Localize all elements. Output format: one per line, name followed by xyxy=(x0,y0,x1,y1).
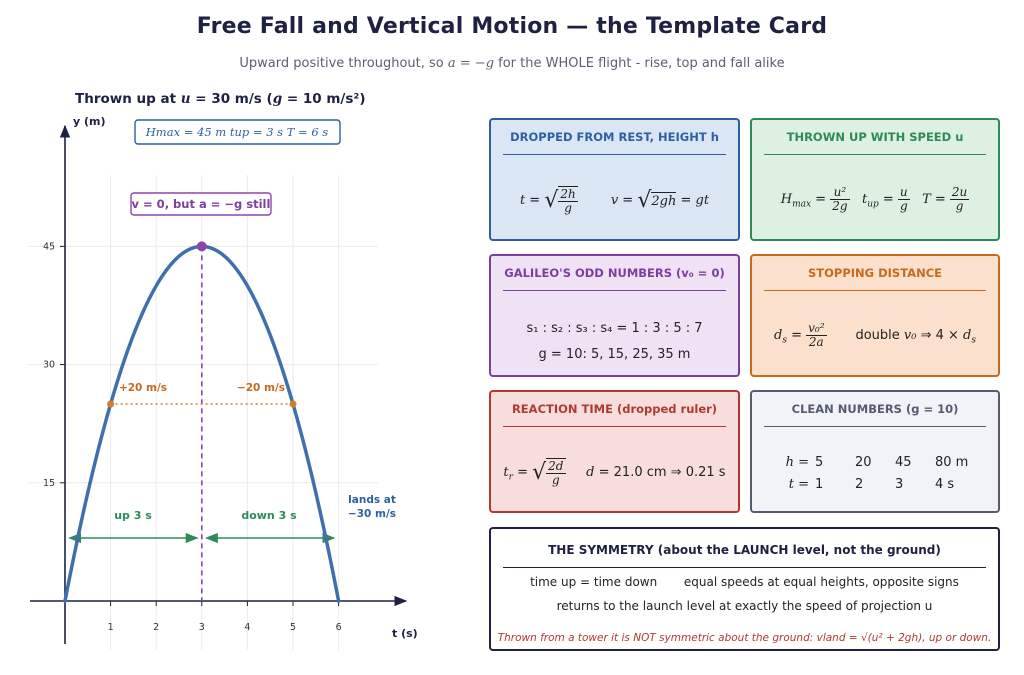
card-divider xyxy=(503,567,986,568)
apex-box-text: v = 0, but a = −g still xyxy=(131,197,271,211)
card-divider xyxy=(764,154,986,155)
page-subtitle: Upward positive throughout, so a = −g for the WHOLE flight - rise, top and fall alike xyxy=(239,56,785,71)
card-divider xyxy=(764,290,986,291)
rise-time-label: up 3 s xyxy=(114,509,152,522)
card-title: REACTION TIME (dropped ruler) xyxy=(511,402,718,416)
card-divider xyxy=(764,426,986,427)
clean-value: 2 xyxy=(855,477,864,492)
clean-value: 45 xyxy=(895,455,912,470)
x-tick-label: 2 xyxy=(153,622,160,633)
clean-row-t xyxy=(752,474,998,496)
clean-row-h xyxy=(752,452,998,474)
symmetry-line-2: returns to the launch level at exactly the speed of projection u xyxy=(556,599,933,613)
page-title: Free Fall and Vertical Motion — the Template Card xyxy=(196,14,828,39)
clean-value: 20 xyxy=(855,455,872,470)
summary-box-text: Hmax = 45 m tup = 3 s T = 6 s xyxy=(145,125,329,139)
y-tick-label: 45 xyxy=(42,241,56,253)
card-reaction-time xyxy=(489,390,740,513)
card-clean-numbers xyxy=(750,390,1000,513)
y-axis-label: y (m) xyxy=(73,115,106,128)
card-thrown-up xyxy=(750,118,1000,241)
equal-speed-marker xyxy=(107,401,114,408)
symmetry-note: Thrown from a tower it is NOT symmetric about the ground: vland = √(u² + 2gh), up or down. xyxy=(497,632,992,644)
clean-value: 5 xyxy=(815,455,824,470)
clean-value: 80 m xyxy=(935,455,969,470)
card-equations: $H_{max}$ = $\frac{\text{u²}}{2g}$ $t_{up}$ = $\frac{u}{g}$ T = $\frac{2u}{g}$ xyxy=(780,185,968,213)
lands-speed-label: −30 m/s xyxy=(347,508,397,520)
clean-row-label: t = xyxy=(788,477,809,492)
card-table xyxy=(752,452,998,496)
x-tick-label: 4 xyxy=(244,622,251,633)
x-tick-label: 5 xyxy=(289,622,297,633)
card-title: THE SYMMETRY (about the LAUNCH level, not the ground) xyxy=(548,543,941,557)
card-divider xyxy=(503,154,726,155)
lands-label: lands at xyxy=(348,494,396,506)
card-title: CLEAN NUMBERS (g = 10) xyxy=(791,402,959,416)
clean-value: 4 s xyxy=(935,477,955,492)
clean-value: 3 xyxy=(895,477,904,492)
card-equations: s₁ : s₂ : s₃ : s₄ = 1 : 3 : 5 : 7 g = 10: 5, 15, 25, 35 m xyxy=(526,321,703,362)
graph-heading: Thrown up at u = 30 m/s (g = 10 m/s²) xyxy=(75,91,366,107)
speed-up-label: +20 m/s xyxy=(118,382,168,394)
speed-down-label: −20 m/s xyxy=(236,382,286,394)
fall-time-label: down 3 s xyxy=(241,509,297,522)
symmetry-line-1: time up = time down equal speeds at equal heights, opposite signs xyxy=(530,575,959,589)
card-title: DROPPED FROM REST, HEIGHT h xyxy=(510,130,719,144)
card-symmetry xyxy=(489,527,1000,651)
equal-speed-marker xyxy=(290,401,297,408)
x-tick-label: 3 xyxy=(198,622,205,633)
x-axis-label: t (s) xyxy=(392,627,418,640)
card-galileo-odd-numbers xyxy=(489,254,740,377)
card-divider xyxy=(503,290,726,291)
card-title: THROWN UP WITH SPEED u xyxy=(786,130,964,144)
clean-row-label: h = xyxy=(785,455,809,470)
card-equations: $t_r$ = √ $\frac{2d}{g}$ d = 21.0 cm ⇒ 0.21 s xyxy=(503,459,726,487)
y-tick-label: 15 xyxy=(42,477,56,489)
card-dropped-from-rest xyxy=(489,118,740,241)
x-tick-label: 6 xyxy=(335,622,342,633)
card-divider xyxy=(503,426,726,427)
y-tick-label: 30 xyxy=(42,359,56,371)
x-tick-label: 1 xyxy=(107,622,114,633)
card-equations: t = √ $\frac{2h}{g}$ v = √2gh = gt xyxy=(519,187,710,215)
card-title: STOPPING DISTANCE xyxy=(808,266,942,280)
card-equations: $d_s$ = $\frac{\text{v₀²}}{2a}$ double v₀ ⇒ $4 \times d_s$ xyxy=(773,321,976,349)
clean-value: 1 xyxy=(815,477,824,492)
card-stopping-distance xyxy=(750,254,1000,377)
plot-annotations xyxy=(70,120,396,601)
apex-marker xyxy=(197,241,207,251)
card-title: GALILEO'S ODD NUMBERS (v₀ = 0) xyxy=(504,266,725,280)
